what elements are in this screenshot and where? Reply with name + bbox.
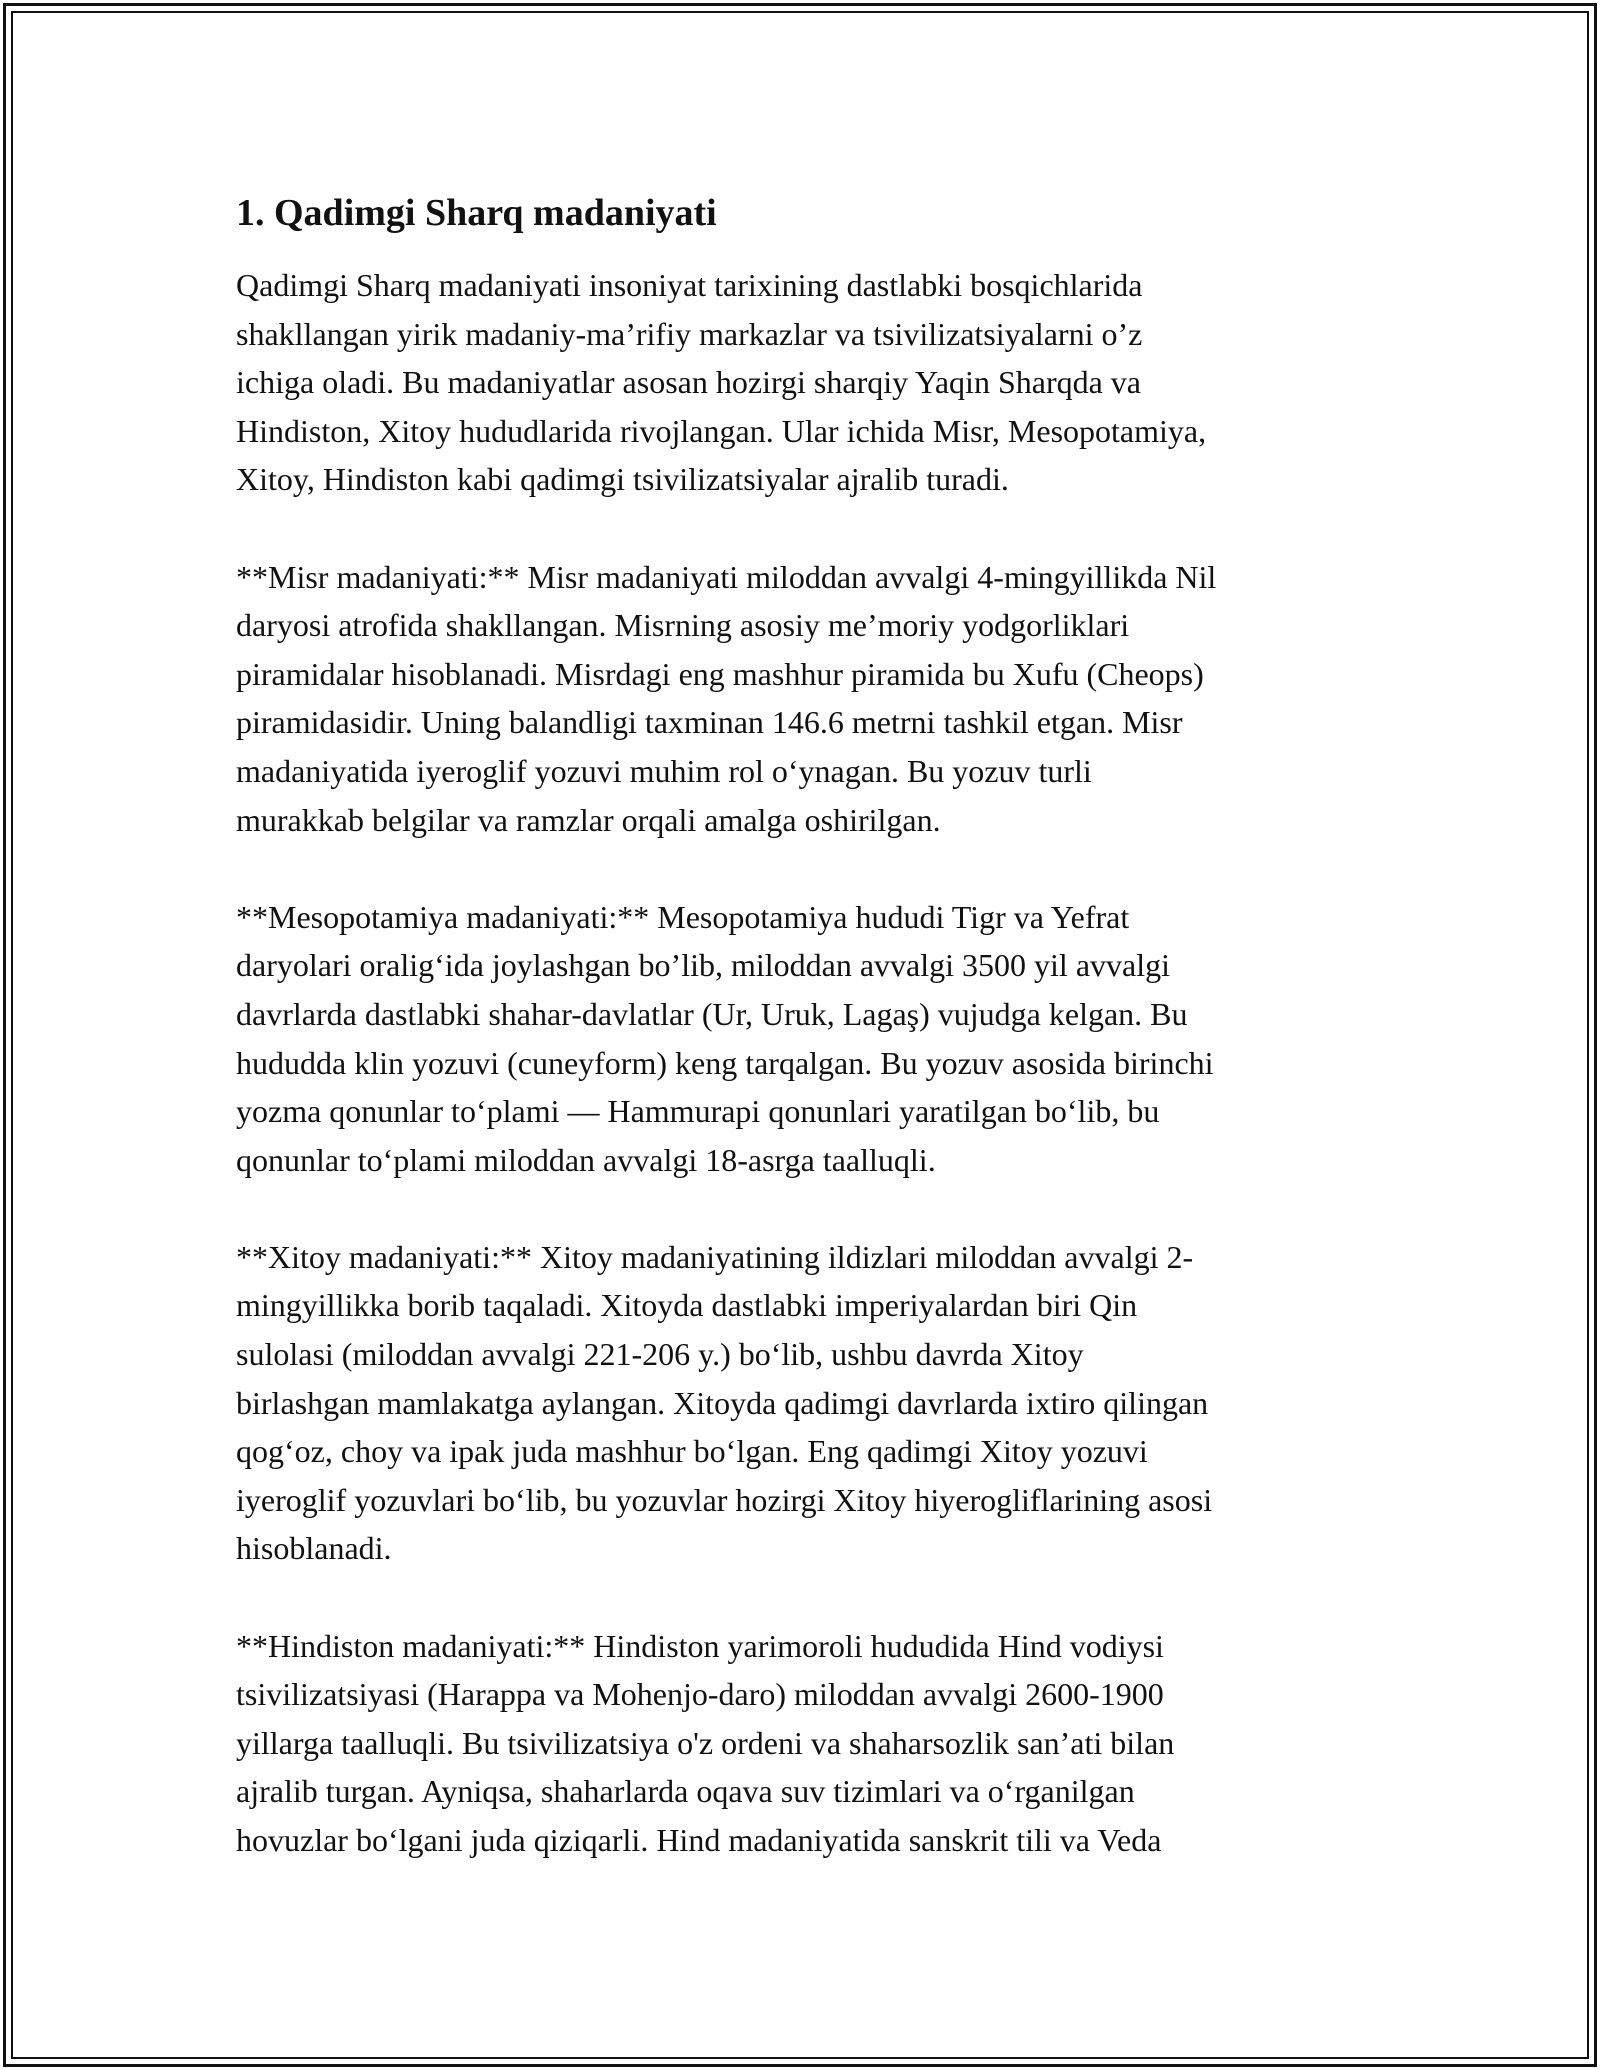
- paragraph-line: daryosi atrofida shakllangan. Misrning asosiy me’moriy yodgorliklari: [236, 607, 1130, 644]
- paragraph-line: piramidalar hisoblanadi. Misrdagi eng mashhur piramida bu Xufu (Cheops): [236, 655, 1204, 692]
- paragraph-line: hududda klin yozuvi (cuneyform) keng tarqalgan. Bu yozuv asosida birinchi: [236, 1044, 1214, 1081]
- paragraph-line: ichiga oladi. Bu madaniyatlar asosan hozirgi sharqiy Yaqin Sharqda va: [236, 364, 1141, 401]
- paragraph-line: birlashgan mamlakatga aylangan. Xitoyda qadimgi davrlarda ixtiro qilingan: [236, 1384, 1209, 1421]
- paragraph-line: sulolasi (miloddan avvalgi 221-206 y.) bo‘lib, ushbu davrda Xitoy: [236, 1336, 1084, 1373]
- paragraph-line: shakllangan yirik madaniy-ma’rifiy markazlar va tsivilizatsiyalarni o’z: [236, 315, 1143, 352]
- paragraph-line: Xitoy, Hindiston kabi qadimgi tsivilizatsiyalar ajralib turadi.: [236, 461, 1009, 498]
- paragraph-line: ajralib turgan. Ayniqsa, shaharlarda oqava suv tizimlari va o‘rganilgan: [236, 1773, 1135, 1810]
- paragraph-line: **Misr madaniyati:** Misr madaniyati miloddan avvalgi 4-mingyillikda Nil: [236, 558, 1217, 595]
- paragraph-line: iyeroglif yozuvlari bo‘lib, bu yozuvlar hozirgi Xitoy hiyerogliflarining asosi: [236, 1481, 1213, 1518]
- paragraph-line: yillarga taalluqli. Bu tsivilizatsiya o'z ordeni va shaharsozlik san’ati bilan: [236, 1724, 1175, 1761]
- mesopotamiya-paragraph: [236, 893, 1366, 1185]
- paragraph-line: mingyillikka borib taqaladi. Xitoyda dastlabki imperiyalardan biri Qin: [236, 1287, 1138, 1324]
- paragraph-line: piramidasidir. Uning balandligi taxminan 146.6 metrni tashkil etgan. Misr: [236, 704, 1183, 741]
- paragraph-line: hovuzlar bo‘lgani juda qiziqarli. Hind madaniyatida sanskrit tili va Veda: [236, 1822, 1162, 1858]
- section-heading: 1. Qadimgi Sharq madaniyati: [236, 192, 717, 234]
- document-body: [236, 185, 1366, 1913]
- paragraph-line: davrlarda dastlabki shahar-davlatlar (Ur, Uruk, Lagaş) vujudga kelgan. Bu: [236, 995, 1188, 1032]
- paragraph-line: tsivilizatsiyasi (Harappa va Mohenjo-daro) miloddan avvalgi 2600-1900: [236, 1676, 1164, 1713]
- paragraph-line: madaniyatida iyeroglif yozuvi muhim rol o‘ynagan. Bu yozuv turli: [236, 752, 1092, 789]
- paragraph-line: yozma qonunlar to‘plami — Hammurapi qonunlari yaratilgan bo‘lib, bu: [236, 1093, 1160, 1130]
- intro-paragraph: [236, 261, 1366, 504]
- paragraph-line: Hindiston, Xitoy hududlarida rivojlangan. Ular ichida Misr, Mesopotamiya,: [236, 412, 1207, 449]
- paragraph-line: hisoblanadi.: [236, 1530, 392, 1567]
- paragraph-line: qonunlar to‘plami miloddan avvalgi 18-asrga taalluqli.: [236, 1141, 936, 1178]
- paragraph-line: **Xitoy madaniyati:** Xitoy madaniyatining ildizlari miloddan avvalgi 2-: [236, 1238, 1194, 1275]
- paragraph-line: **Hindiston madaniyati:** Hindiston yarimoroli hududida Hind vodiysi: [236, 1627, 1164, 1664]
- paragraph-line: **Mesopotamiya madaniyati:** Mesopotamiya hududi Tigr va Yefrat: [236, 898, 1130, 935]
- paragraph-line: murakkab belgilar va ramzlar orqali amalga oshirilgan.: [236, 801, 941, 838]
- paragraph-line: daryolari oralig‘ida joylashgan bo’lib, miloddan avvalgi 3500 yil avvalgi: [236, 947, 1170, 984]
- paragraph-line: qog‘oz, choy va ipak juda mashhur bo‘lgan. Eng qadimgi Xitoy yozuvi: [236, 1433, 1148, 1470]
- misr-paragraph: [236, 553, 1366, 845]
- hindiston-paragraph: [236, 1622, 1366, 1865]
- xitoy-paragraph: [236, 1233, 1366, 1573]
- paragraph-line: Qadimgi Sharq madaniyati insoniyat tarixining dastlabki bosqichlarida: [236, 267, 1143, 303]
